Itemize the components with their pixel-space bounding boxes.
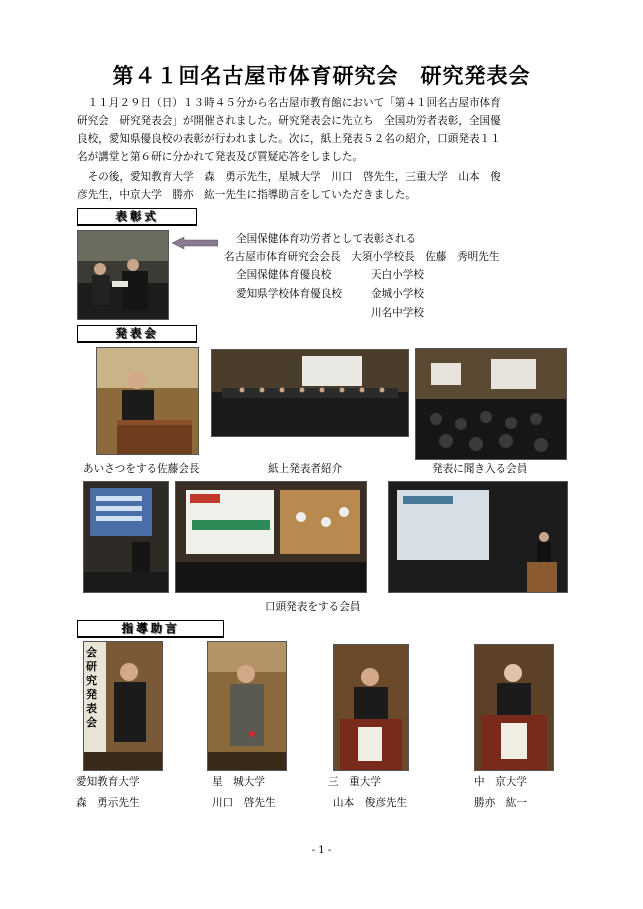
award-school-3: 川名中学校 <box>371 307 424 319</box>
intro-line-3: 良校，愛知県優良校の表彰が行われました。次に，紙上発表５２名の紹介，口頭発表１１ <box>77 133 501 145</box>
advisor-univ-2: 星 城大学 <box>212 776 265 788</box>
advisor-univ-3: 三 重大学 <box>328 776 381 788</box>
advisor-name-1: 森 勇示先生 <box>76 797 140 809</box>
advisor-name-4: 勝亦 紘一 <box>474 797 527 809</box>
intro-line-1: １１月２９日（日）１３時４５分から名古屋市教育館において「第４１回名古屋市体育 <box>77 97 501 109</box>
section-heading-award: 表彰式 <box>77 208 197 226</box>
award-line-1: 全国保健体育功労者として表彰される <box>236 233 417 245</box>
award-photo <box>77 230 169 320</box>
caption-listen: 発表に聞き入る会員 <box>432 463 528 475</box>
paper-presenters-photo <box>211 349 409 437</box>
advisor-photo-1 <box>83 641 163 771</box>
oral-photo-3 <box>388 481 568 593</box>
section-heading-advice: 指導助言 <box>77 620 224 638</box>
advisor-name-2: 川口 啓先生 <box>212 797 276 809</box>
greeting-photo <box>96 347 199 455</box>
intro-line-6: 彦先生，中京大学 勝亦 紘一先生に指導助言をしていただきました。 <box>77 189 416 201</box>
oral-photo-2 <box>175 481 367 593</box>
page-number: - 1 - <box>311 845 332 856</box>
award-school-label-2: 愛知県学校体育優良校 <box>236 288 342 300</box>
banner-text: 会研究発表会 <box>86 646 97 729</box>
intro-line-5: その後，愛知教育大学 森 勇示先生，星城大学 川口 啓先生，三重大学 山本 俊 <box>77 171 501 183</box>
intro-line-2: 研究会 研究発表会」が開催されました。研究発表会に先立ち 全国功労者表彰，全国優 <box>77 115 501 127</box>
caption-oral: 口頭発表をする会員 <box>265 601 361 613</box>
award-school-label-1: 全国保健体育優良校 <box>236 269 332 281</box>
audience-photo <box>415 348 567 460</box>
page-title: 第４１回名古屋市体育研究会 研究発表会 <box>112 64 531 88</box>
intro-line-4: 名が講堂と第６研に分かれて発表及び質疑応答をしました。 <box>77 151 364 163</box>
award-line-2: 名古屋市体育研究会会長 大須小学校長 佐藤 秀明先生 <box>224 251 500 263</box>
advisor-photo-4 <box>474 644 554 771</box>
section-heading-presentation: 発表会 <box>77 325 197 343</box>
advisor-name-3: 山本 俊彦先生 <box>333 797 408 809</box>
oral-photo-1 <box>83 481 169 593</box>
award-school-2: 金城小学校 <box>371 288 424 300</box>
advisor-photo-3 <box>333 644 409 771</box>
advisor-univ-4: 中 京大学 <box>474 776 527 788</box>
caption-paper: 紙上発表者紹介 <box>268 463 343 475</box>
caption-greeting: あいさつをする佐藤会長 <box>83 463 200 475</box>
award-school-1: 天白小学校 <box>371 269 424 281</box>
advisor-photo-2 <box>207 641 287 771</box>
advisor-univ-1: 愛知教育大学 <box>76 776 140 788</box>
arrow-icon <box>172 234 218 253</box>
